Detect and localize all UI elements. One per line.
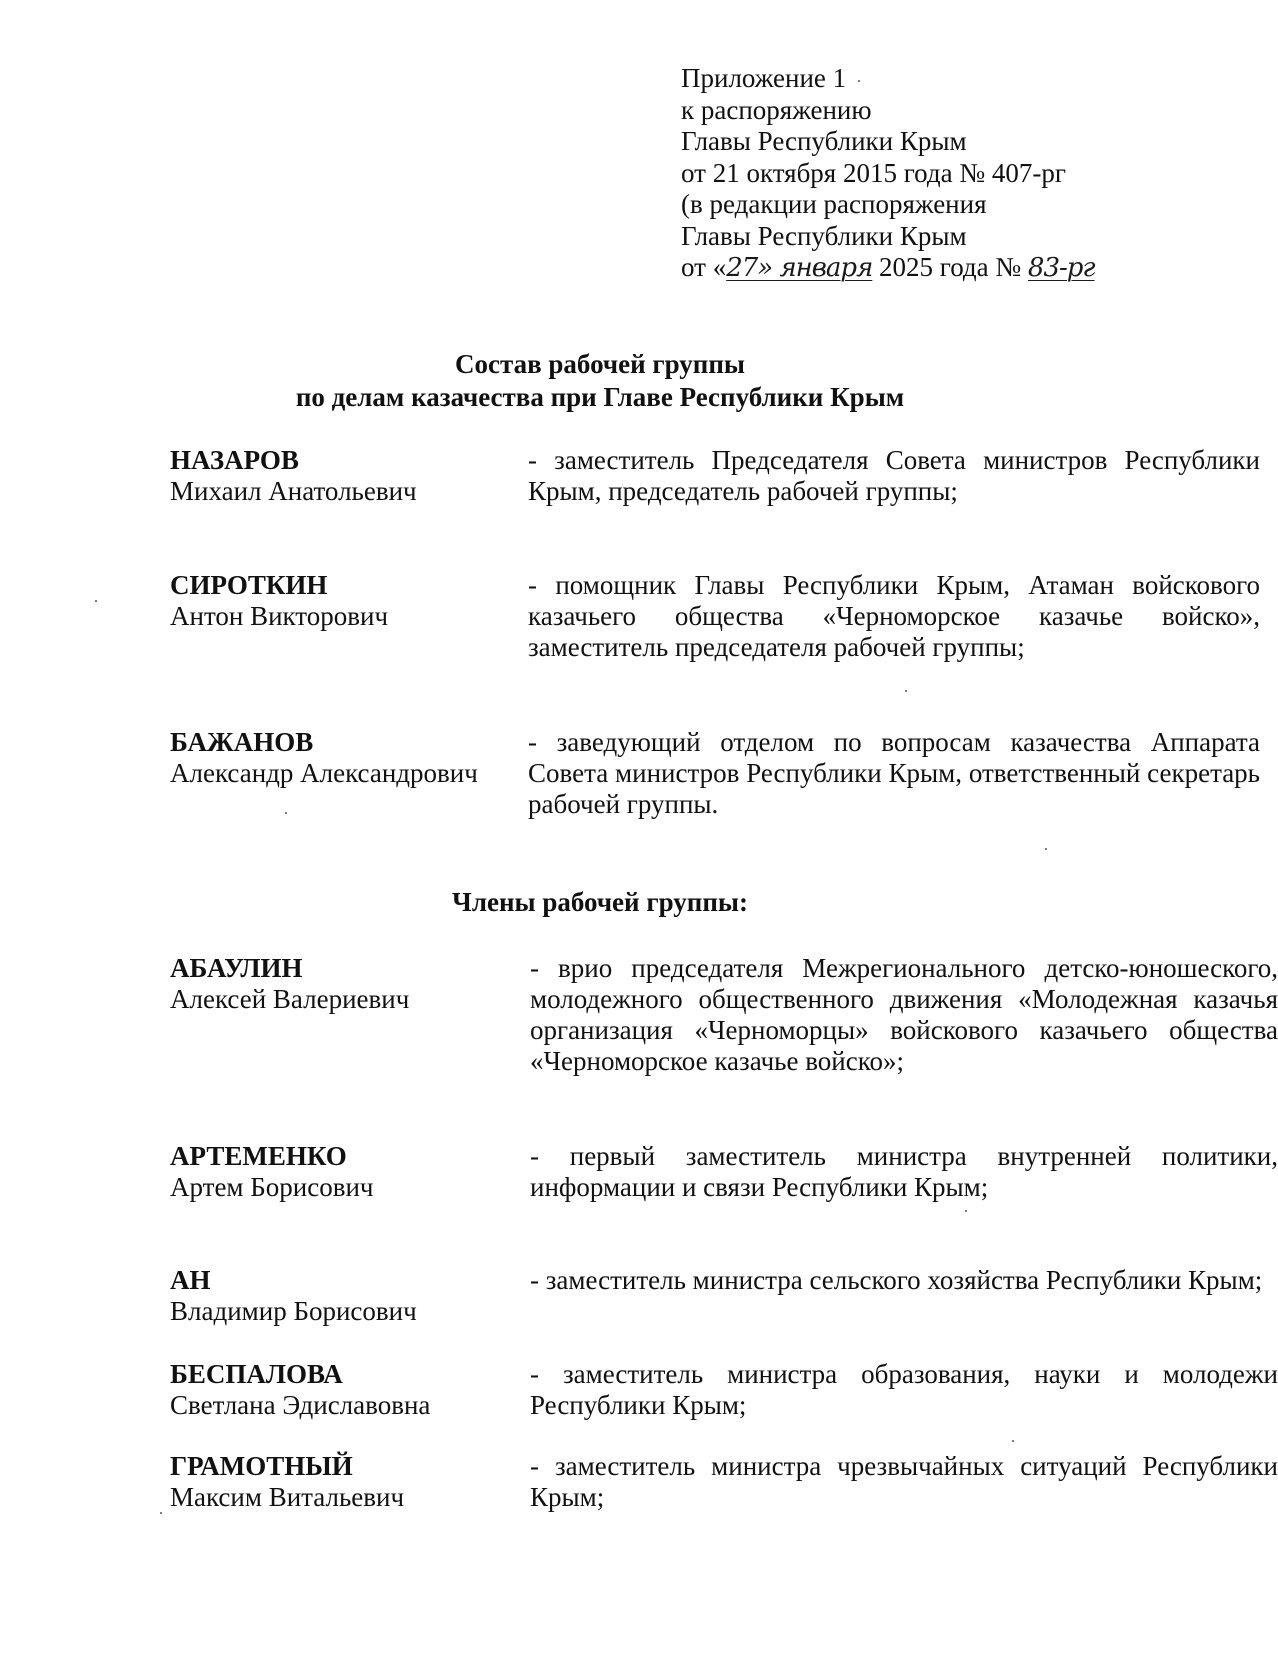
date-prefix: от « — [681, 252, 727, 282]
scan-speck — [965, 1210, 967, 1212]
appendix-line: Главы Республики Крым — [681, 220, 967, 251]
given-name: Владимир Борисович — [170, 1296, 417, 1326]
scan-speck — [95, 600, 97, 602]
handwritten-number: 83-рг — [1027, 253, 1095, 283]
person-name — [170, 1141, 510, 1203]
members-heading: Члены рабочей группы: — [452, 887, 748, 917]
title-line: по делам казачества при Главе Республики Крым — [295, 382, 905, 412]
title-line: Состав рабочей группы — [455, 349, 745, 379]
given-name: Светлана Эдиславовна — [170, 1390, 431, 1420]
role-description: - заместитель Председателя Совета министров Республики Крым, председатель рабочей группы; — [528, 445, 1260, 506]
person-name — [170, 727, 510, 789]
given-name: Максим Витальевич — [170, 1482, 405, 1512]
person-name — [170, 1359, 510, 1421]
role-description: - заведующий отделом по вопросам казачества Аппарата Совета министров Республики Крым, ответственный секретарь рабочей группы. — [528, 727, 1260, 819]
given-name: Антон Викторович — [170, 601, 389, 631]
appendix-date-line — [681, 252, 1141, 285]
role-description: - первый заместитель министра внутренней политики, информации и связи Республики Крым; — [530, 1141, 1278, 1202]
handwritten-date: 27» января — [726, 253, 873, 283]
scan-speck — [1012, 1440, 1014, 1442]
role-description: - помощник Главы Республики Крым, Атаман войскового казачьего общества «Черноморское казачье войско», заместитель председателя рабочей группы; — [528, 570, 1260, 662]
given-name: Александр Александрович — [170, 758, 478, 788]
given-name: Артем Борисович — [170, 1172, 374, 1202]
person-name — [170, 445, 510, 507]
role-description: - врио председателя Межрегионального детско-юношеского, молодежного общественного движения «Молодежная казачья организация «Черноморцы» войскового казачьего общества «Черноморское казачье войско»; — [530, 953, 1278, 1076]
surname: БАЖАНОВ — [170, 727, 314, 757]
surname: СИРОТКИН — [170, 570, 328, 600]
person-name — [170, 1265, 510, 1327]
date-middle: 2025 года № — [879, 252, 1022, 282]
appendix-header — [681, 63, 1141, 285]
given-name: Михаил Анатольевич — [170, 476, 417, 506]
surname: АБАУЛИН — [170, 953, 303, 983]
scan-speck — [905, 690, 907, 692]
scan-speck — [160, 1512, 162, 1514]
appendix-line: к распоряжению — [681, 94, 872, 125]
role-description: - заместитель министра чрезвычайных ситуаций Республики Крым; — [530, 1451, 1278, 1512]
document-title — [0, 348, 1200, 414]
surname: НАЗАРОВ — [170, 445, 299, 475]
surname: БЕСПАЛОВА — [170, 1359, 343, 1389]
person-name — [170, 953, 510, 1015]
surname: ГРАМОТНЫЙ — [170, 1451, 353, 1481]
appendix-line: Приложение 1 — [681, 63, 847, 93]
appendix-line: от 21 октября 2015 года № 407-рг — [681, 157, 1066, 188]
person-name — [170, 1451, 510, 1513]
scan-speck — [858, 80, 860, 82]
given-name: Алексей Валериевич — [170, 984, 410, 1014]
surname: АН — [170, 1265, 211, 1295]
scan-speck — [285, 812, 287, 814]
role-description: - заместитель министра сельского хозяйства Республики Крым; — [530, 1265, 1263, 1295]
appendix-line: (в редакции распоряжения — [681, 189, 987, 219]
scan-speck — [1045, 848, 1047, 850]
role-description: - заместитель министра образования, науки и молодежи Республики Крым; — [530, 1359, 1278, 1420]
appendix-line: Главы Республики Крым — [681, 126, 967, 156]
surname: АРТЕМЕНКО — [170, 1141, 347, 1171]
person-name — [170, 570, 510, 632]
